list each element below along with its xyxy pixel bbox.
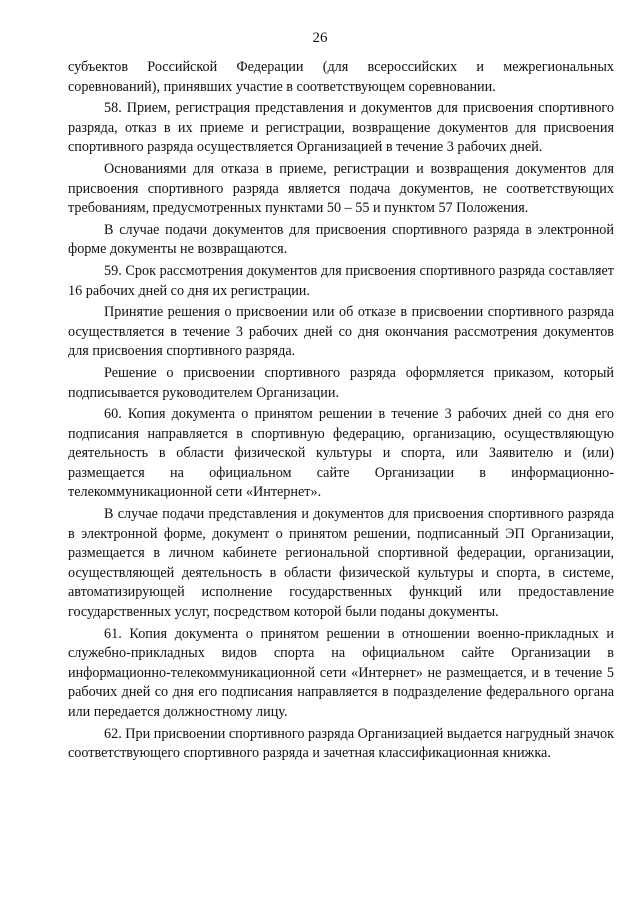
- paragraph-60: 60. Копия документа о принятом решении в течение 3 рабочих дней со дня его подписания направляется в спортивную федерацию, организацию, осуществляющую деятельность в области физической культуры и спорта, или Заявителю и (или) размещается на официальном сайте Организации в информационно-телекоммуникационной сети «Интернет».: [68, 406, 614, 501]
- paragraph-59: 59. Срок рассмотрения документов для присвоения спортивного разряда составляет 16 рабочих дней со дня их регистрации.: [68, 262, 614, 299]
- paragraph-58: 58. Прием, регистрация представления и документов для присвоения спортивного разряда, отказ в их приеме и регистрации, возвращение документов для присвоения спортивного разряда осуществляется Организацией в течение 3 рабочих дней.: [68, 100, 614, 156]
- document-body: [68, 58, 614, 766]
- paragraph-62: 62. При присвоении спортивного разряда Организацией выдается нагрудный значок соответствующего спортивного разряда и зачетная классификационная книжка.: [68, 725, 614, 762]
- paragraph-continuation: субъектов Российской Федерации (для всероссийских и межрегиональных соревнований), принявших участие в соответствующем соревновании.: [68, 59, 614, 95]
- paragraph-59-order: Решение о присвоении спортивного разряда оформляется приказом, который подписывается руководителем Организации.: [68, 364, 614, 401]
- paragraph-61: 61. Копия документа о принятом решении в отношении военно-прикладных и служебно-прикладных видов спорта на официальном сайте Организации в информационно-телекоммуникационной сети «Интернет» не размещается, и в течение 5 рабочих дней со дня его подписания направляется в подразделение федерального органа или передается должностному лицу.: [68, 625, 614, 720]
- paragraph-58-electronic: В случае подачи документов для присвоения спортивного разряда в электронной форме документы не возвращаются.: [68, 221, 614, 258]
- paragraph-58-refusal-grounds: Основаниями для отказа в приеме, регистрации и возвращения документов для присвоения спортивного разряда является подача документов, не соответствующих требованиям, предусмотренных пунктами 50 – 55 и пунктом 57 Положения.: [68, 160, 614, 217]
- page-number: 26: [312, 30, 328, 46]
- paragraph-60-electronic: В случае подачи представления и документов для присвоения спортивного разряда в электронной форме, документ о принятом решении, подписанный ЭП Организации, размещается в личном кабинете региональной спортивной федерации, организации, осуществляющей деятельность в области физической культуры и спорта, в системе, автоматизирующей исполнение государственных функций или предоставление государственных услуг, посредством которой были поданы документы.: [68, 506, 614, 621]
- paragraph-59-decision: Принятие решения о присвоении или об отказе в присвоении спортивного разряда осуществляется в течение 3 рабочих дней со дня окончания рассмотрения документов для присвоения спортивного разряда.: [68, 304, 614, 360]
